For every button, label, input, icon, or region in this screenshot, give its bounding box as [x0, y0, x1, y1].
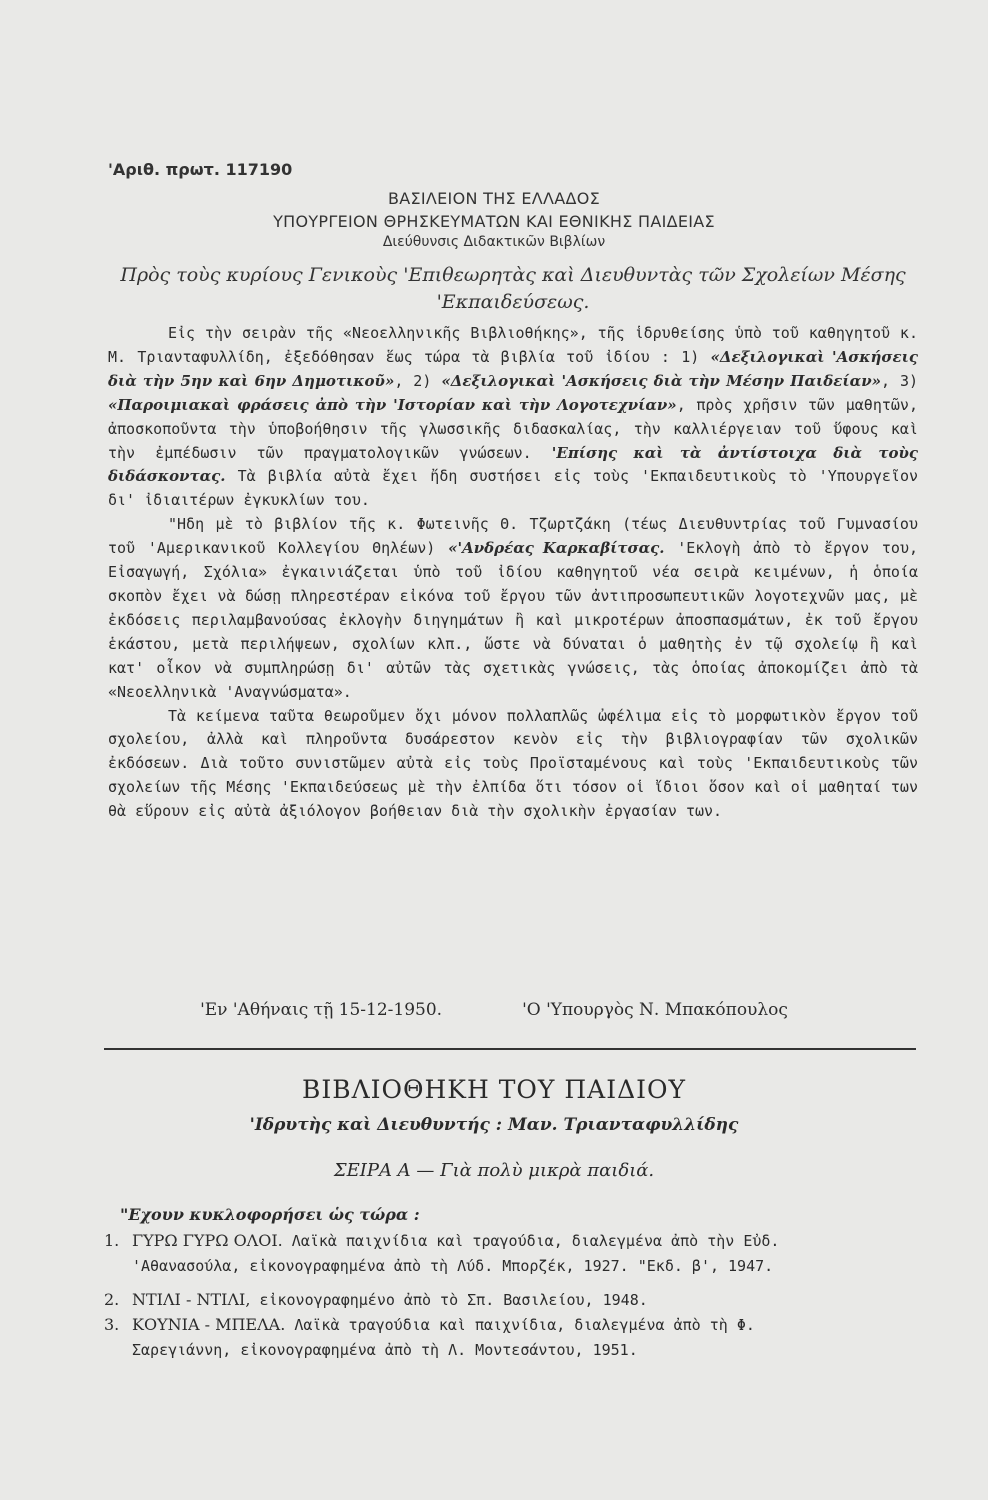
book-number: 3.	[104, 1315, 120, 1334]
library-founder: 'Ιδρυτὴς καὶ Διευθυντής : Μαν. Τριανταφυλλίδης	[249, 1115, 739, 1135]
place-date: 'Εν 'Αθήναις τῇ 15-12-1950.	[200, 1000, 443, 1020]
list-item	[104, 1312, 924, 1363]
series-heading: ΣΕΙΡΑ Α — Γιὰ πολὺ μικρὰ παιδιά.	[333, 1160, 655, 1181]
book-description-continued: Σαρεγιάννη, εἰκονογραφημένα ἀπὸ τὴ Λ. Μοντεσάντου, 1951.	[132, 1341, 638, 1359]
library-title: ΒΙΒΛΙΟΘΗΚΗ ΤΟΥ ΠΑΙΔΙΟΥ	[301, 1075, 687, 1104]
directorate-heading: Διεύθυνσις Διδακτικῶν Βιβλίων	[382, 234, 606, 250]
letter-paragraph: Τὰ κείμενα ταῦτα θεωροῦμεν ὄχι μόνον πολλαπλῶς ὠφέλιμα εἰς τὸ μορφωτικὸν ἔργον τοῦ σχολείου, ἀλλὰ καὶ πληροῦντα δυσάρεστον κενὸν εἰς τὴν βιβλιογραφίαν τῶν σχολικῶν ἐκδόσεων. Διὰ τοῦτο συνιστῶμεν αὐτὰ εἰς τοὺς Προϊσταμένους καὶ τοὺς 'Εκπαιδευτικοὺς τῶν σχολείων τῆς Μέσης 'Εκπαιδεύσεως μὲ τὴν ἐλπίδα ὅτι τόσον οἱ ἴδιοι ὅσον καὶ οἱ μαθηταί των θὰ εὕρουν εἰς αὐτὰ ἀξιόλογον βοήθειαν διὰ τὴν σχολικὴν ἐργασίαν των.	[108, 706, 918, 821]
book-number: 1.	[104, 1231, 120, 1250]
letter-paragraph	[108, 322, 918, 513]
teacher-editions-emphasis: 'Επίσης καὶ τὰ ἀντίστοιχα διὰ τοὺς διδάσκοντας.	[108, 443, 918, 486]
book-title: ΝΤΙΛΙ - ΝΤΙΛΙ,	[132, 1290, 251, 1309]
letter-text: , πρὸς χρῆσιν τῶν μαθητῶν, ἀποσκοποῦντα τὴν ὑποβοήθησιν τῆς γλωσσικῆς διδασκαλίας, τὴν καλλιέργειαν τοῦ ὕφους καὶ τὴν ἐμπέδωσιν τῶν πραγματολογικῶν γνώσεων.	[108, 395, 918, 462]
letter-text: "Ηδη μὲ τὸ βιβλίον τῆς κ. Φωτεινῆς Θ. Τζωρτζάκη (τέως Διευθυντρίας τοῦ Γυμνασίου τοῦ 'Αμερικανικοῦ Κολλεγίου Θηλέων)	[108, 515, 918, 558]
letter-body	[108, 322, 918, 824]
book-number: 2.	[104, 1290, 120, 1309]
letter-text: Τὰ βιβλία αὐτὰ ἔχει ἤδη συστήσει εἰς τοὺς 'Εκπαιδευτικοὺς τὸ 'Υπουργεῖον δι' ἰδιαιτέρων ἐγκυκλίων του.	[108, 467, 919, 510]
kingdom-heading: ΒΑΣΙΛΕΙΟΝ ΤΗΣ ΕΛΛΑΔΟΣ	[387, 189, 601, 208]
letter-text: Εἰς τὴν σειρὰν τῆς «Νεοελληνικῆς Βιβλιοθήκης», τῆς ἱδρυθείσης ὑπὸ τοῦ καθηγητοῦ κ. Μ. Τριανταφυλλίδη, ἐξεδόθησαν ἕως τώρα τὰ βιβλία τοῦ ἰδίου : 1)	[108, 324, 918, 366]
protocol-number: 'Αριθ. πρωτ. 117190	[108, 160, 293, 179]
addressee: Πρὸς τοὺς κυρίους Γενικοὺς 'Επιθεωρητὰς καὶ Διευθυντὰς τῶν Σχολείων Μέσης 'Εκπαιδεύσεως.	[120, 264, 906, 313]
minister-signature: 'Ο 'Υπουργὸς Ν. Μπακόπουλος	[522, 1000, 788, 1020]
book-description-continued: 'Αθανασούλα, εἰκονογραφημένα ἀπὸ τὴ Λύδ. Μπορζέκ, 1927. "Εκδ. β', 1947.	[132, 1257, 774, 1275]
section-divider	[104, 1048, 916, 1050]
list-item	[104, 1228, 924, 1279]
letter-paragraph	[108, 513, 918, 704]
ministry-heading: ΥΠΟΥΡΓΕΙΟΝ ΘΡΗΣΚΕΥΜΑΤΩΝ ΚΑΙ ΕΘΝΙΚΗΣ ΠΑΙΔΕΙΑΣ	[273, 212, 715, 231]
list-item	[104, 1287, 924, 1313]
signature-line	[0, 1000, 988, 1020]
letter-text: , 2)	[394, 371, 432, 390]
book-title-emphasis: «Δεξιλογικαὶ 'Ασκήσεις διὰ τὴν Μέσην Παιδείαν»	[441, 371, 881, 390]
book-title: ΓΥΡΩ ΓΥΡΩ ΟΛΟΙ.	[132, 1231, 283, 1250]
book-description: Λαϊκὰ παιχνίδια καὶ τραγούδια, διαλεγμένα ἀπὸ τὴν Εὐδ.	[291, 1232, 780, 1250]
book-description: Λαϊκὰ τραγούδια καὶ παιχνίδια, διαλεγμένα ἀπὸ τὴ Φ.	[294, 1316, 755, 1334]
letter-text: 'Εκλογὴ ἀπὸ τὸ ἔργον του, Εἰσαγωγή, Σχόλια» ἐγκαινιάζεται ὑπὸ τοῦ ἰδίου καθηγητοῦ νέα σειρὰ κειμένων, ἡ ὁποία σκοπὸν ἔχει νὰ δώσῃ πληρεστέραν εἰκόνα τοῦ ἔργου τῶν ἀντιπροσωπευτικῶν λογοτεχνῶν μας, μὲ ἐκδόσεις περιλαμβανούσας ἐκλογὴν διηγημάτων ἢ καὶ μικροτέρων ἀποσπασμάτων, ἐκ τοῦ ἔργου ἑκάστου, μετὰ περιλήψεων, σχολίων κλπ., ὥστε νὰ δύναται ὁ μαθητὴς ἐν τῷ σχολείῳ ἢ καὶ κατ' οἶκον νὰ συμπληρώσῃ δι' αὐτῶν τὰς σχετικὰς γνώσεις, τὰς ὁποίας ἀποκομίζει ἀπὸ τὰ «Νεοελληνικὰ 'Αναγνώσματα».	[108, 539, 919, 701]
published-heading: "Εχουν κυκλοφορήσει ὡς τώρα :	[120, 1205, 420, 1224]
letter-text: , 3)	[880, 371, 919, 390]
book-title: ΚΟΥΝΙΑ - ΜΠΕΛΑ.	[132, 1315, 286, 1334]
book-title-emphasis: «Δεξιλογικαὶ 'Ασκήσεις διὰ τὴν 5ην καὶ 6ην Δημοτικοῦ»	[108, 347, 918, 390]
book-title-emphasis: «Παροιμιακαὶ φράσεις ἀπὸ τὴν 'Ιστορίαν καὶ τὴν Λογοτεχνίαν»	[108, 395, 677, 414]
book-title-emphasis: «'Ανδρέας Καρκαβίτσας.	[448, 539, 665, 558]
book-description: εἰκονογραφημένο ἀπὸ τὸ Σπ. Βασιλείου, 1948.	[259, 1291, 648, 1309]
